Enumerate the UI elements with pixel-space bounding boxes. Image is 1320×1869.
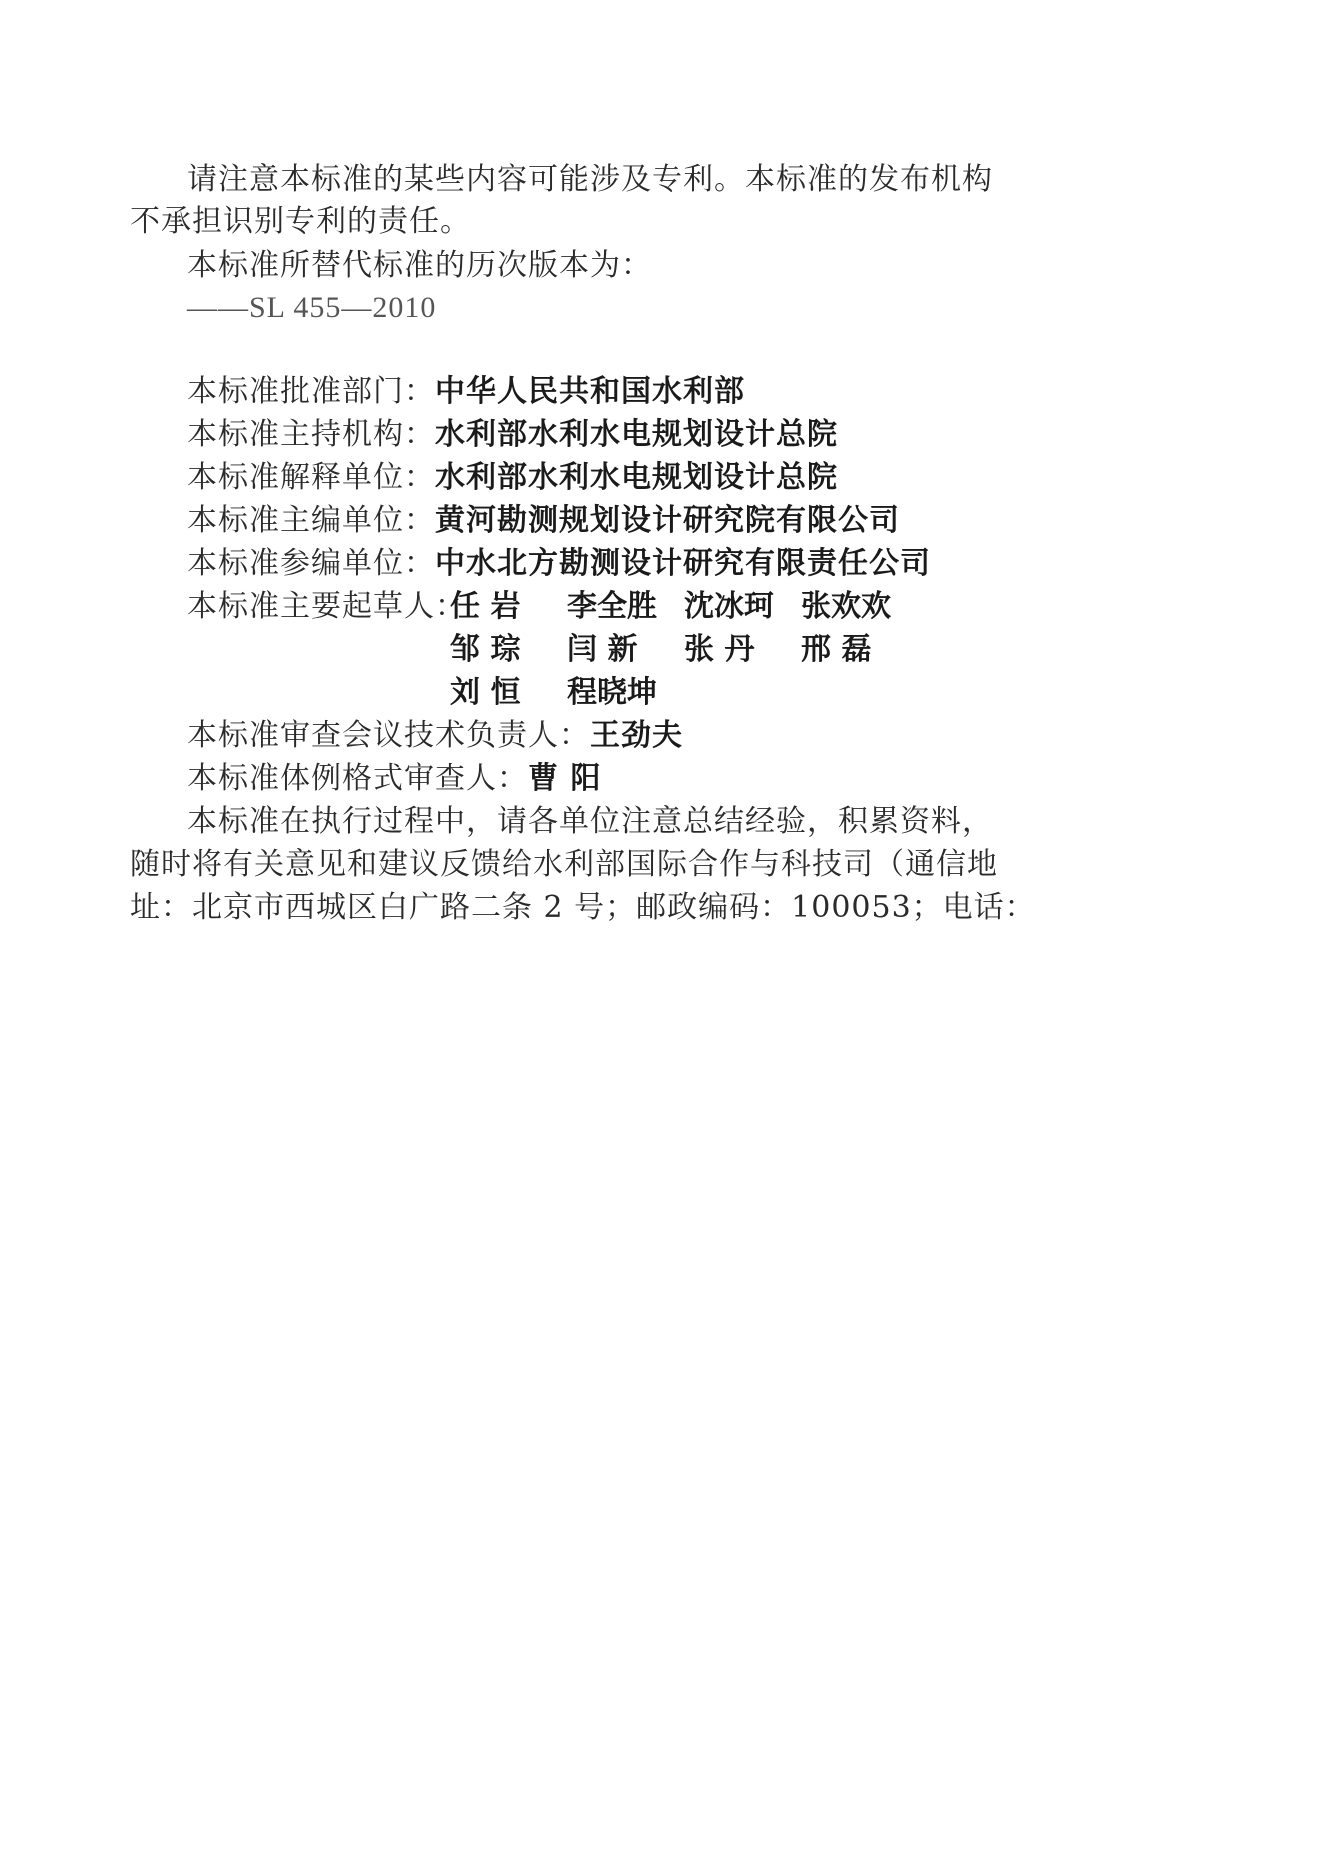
host-label: 本标准主持机构： (187, 417, 435, 452)
participant-value: 中水北方勘测设计研究有限责任公司 (435, 546, 931, 581)
drafters-label: 本标准主要起草人： (187, 589, 466, 624)
drafter-name: 沈冰珂 (684, 589, 774, 624)
drafter-name: 程晓坤 (567, 675, 657, 710)
approval-row (187, 372, 745, 412)
approval-value: 中华人民共和国水利部 (435, 374, 745, 409)
host-value: 水利部水利水电规划设计总院 (435, 417, 838, 452)
drafter-name: 刘 恒 (450, 675, 521, 710)
format-review-value: 曹 阳 (528, 761, 602, 796)
closing-line-2: 随时将有关意见和建议反馈给水利部国际合作与科技司（通信地 (130, 847, 998, 882)
drafter-name: 张 丹 (684, 632, 755, 667)
format-review-row (187, 759, 601, 799)
chief-editor-value: 黄河勘测规划设计研究院有限公司 (435, 503, 900, 538)
interpret-label: 本标准解释单位： (187, 460, 435, 495)
participant-row (187, 544, 931, 584)
closing-line-3: 址：北京市西城区白广路二条 2 号；邮政编码：100053；电话： (130, 890, 1036, 925)
host-row (187, 415, 838, 455)
drafter-name: 任 岩 (450, 589, 521, 624)
drafter-name: 李全胜 (567, 589, 657, 624)
review-tech-label: 本标准审查会议技术负责人： (187, 718, 590, 753)
drafter-name: 邢 磊 (801, 632, 872, 667)
participant-label: 本标准参编单位： (187, 546, 435, 581)
patent-notice-line-1: 请注意本标准的某些内容可能涉及专利。本标准的发布机构 (187, 162, 993, 197)
format-review-label: 本标准体例格式审查人： (187, 761, 528, 796)
patent-notice-line-2: 不承担识别专利的责任。 (130, 204, 471, 239)
history-edition-item: ——SL 455—2010 (187, 291, 437, 324)
chief-editor-label: 本标准主编单位： (187, 503, 435, 538)
review-tech-row (187, 716, 683, 756)
chief-editor-row (187, 501, 900, 541)
drafter-name: 闫 新 (567, 632, 638, 667)
review-tech-value: 王劲夫 (590, 718, 683, 753)
drafter-name: 张欢欢 (801, 589, 891, 624)
drafter-name: 邹 琮 (450, 632, 521, 667)
history-label: 本标准所替代标准的历次版本为： (187, 248, 652, 283)
interpret-value: 水利部水利水电规划设计总院 (435, 460, 838, 495)
closing-line-1: 本标准在执行过程中，请各单位注意总结经验，积累资料， (187, 804, 993, 839)
interpret-row (187, 458, 838, 498)
approval-label: 本标准批准部门： (187, 374, 435, 409)
